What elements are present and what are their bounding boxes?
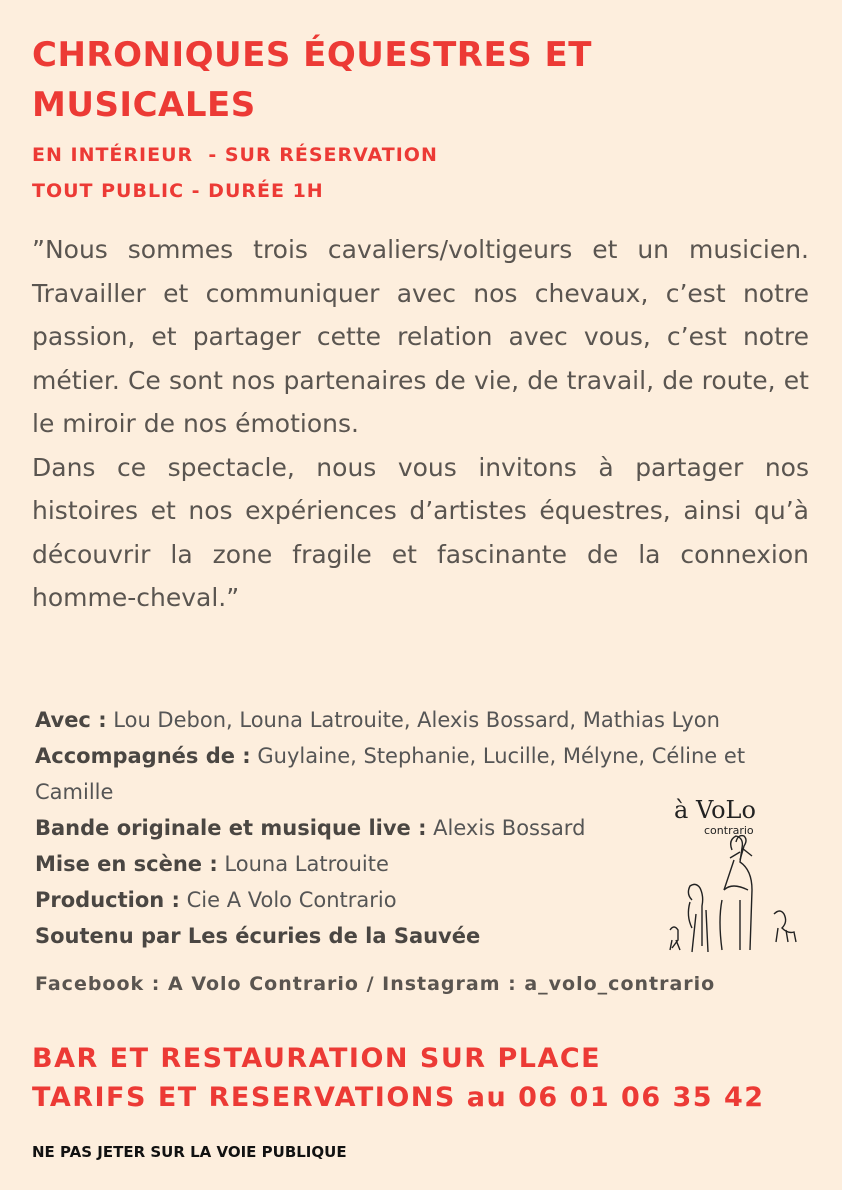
credit-label: Bande originale et musique live :	[35, 816, 427, 840]
logo-text: à VoLo	[674, 796, 756, 824]
credit-line-cast	[35, 702, 810, 738]
description-quote	[32, 228, 809, 620]
credit-label: Soutenu par Les écuries de la Sauvée	[35, 924, 481, 948]
page-title: CHRONIQUES ÉQUESTRES ET MUSICALES	[32, 35, 592, 125]
company-logo	[662, 790, 812, 960]
credit-value: Louna Latrouite	[217, 852, 389, 876]
subtitle-audience: TOUT PUBLIC - DURÉE 1H	[32, 180, 324, 202]
credit-label: Production :	[35, 888, 180, 912]
social-links: Facebook : A Volo Contrario / Instagram : a_volo_contrario	[35, 973, 716, 995]
disposal-notice: NE PAS JETER SUR LA VOIE PUBLIQUE	[32, 1143, 347, 1161]
logo-subtext: contrario	[704, 824, 754, 837]
subtitle-venue: EN INTÉRIEUR - SUR RÉSERVATION	[32, 144, 438, 166]
credit-value: Guylaine, Stephanie, Lucille, Mélyne, Céline et Camille	[35, 744, 746, 804]
credit-value: Alexis Bossard	[426, 816, 586, 840]
reservation-info: TARIFS ET RESERVATIONS au 06 01 06 35 42	[32, 1082, 765, 1113]
quote-paragraph-1: ”Nous sommes trois cavaliers/voltigeurs et un musicien. Travailler et communiquer avec nos chevaux, c’est notre passion, et partager cette relation avec vous, c’est notre métier. Ce sont nos partenaires de vie, de travail, de route, et le miroir de nos émotions.	[32, 235, 809, 438]
quote-paragraph-2: Dans ce spectacle, nous vous invitons à partager nos histoires et nos expériences d’artistes équestres, ainsi qu’à découvrir la zone fragile et fascinante de la connexion homme-cheval.”	[32, 452, 809, 612]
credit-label: Mise en scène :	[35, 852, 218, 876]
credit-value: Lou Debon, Louna Latrouite, Alexis Bossard, Mathias Lyon	[106, 708, 720, 732]
credit-label: Accompagnés de :	[35, 744, 251, 768]
credit-label: Avec :	[35, 708, 107, 732]
bar-announcement: BAR ET RESTAURATION SUR PLACE	[32, 1043, 602, 1074]
credit-value: Cie A Volo Contrario	[179, 888, 397, 912]
horse-drawing-icon	[670, 836, 796, 952]
